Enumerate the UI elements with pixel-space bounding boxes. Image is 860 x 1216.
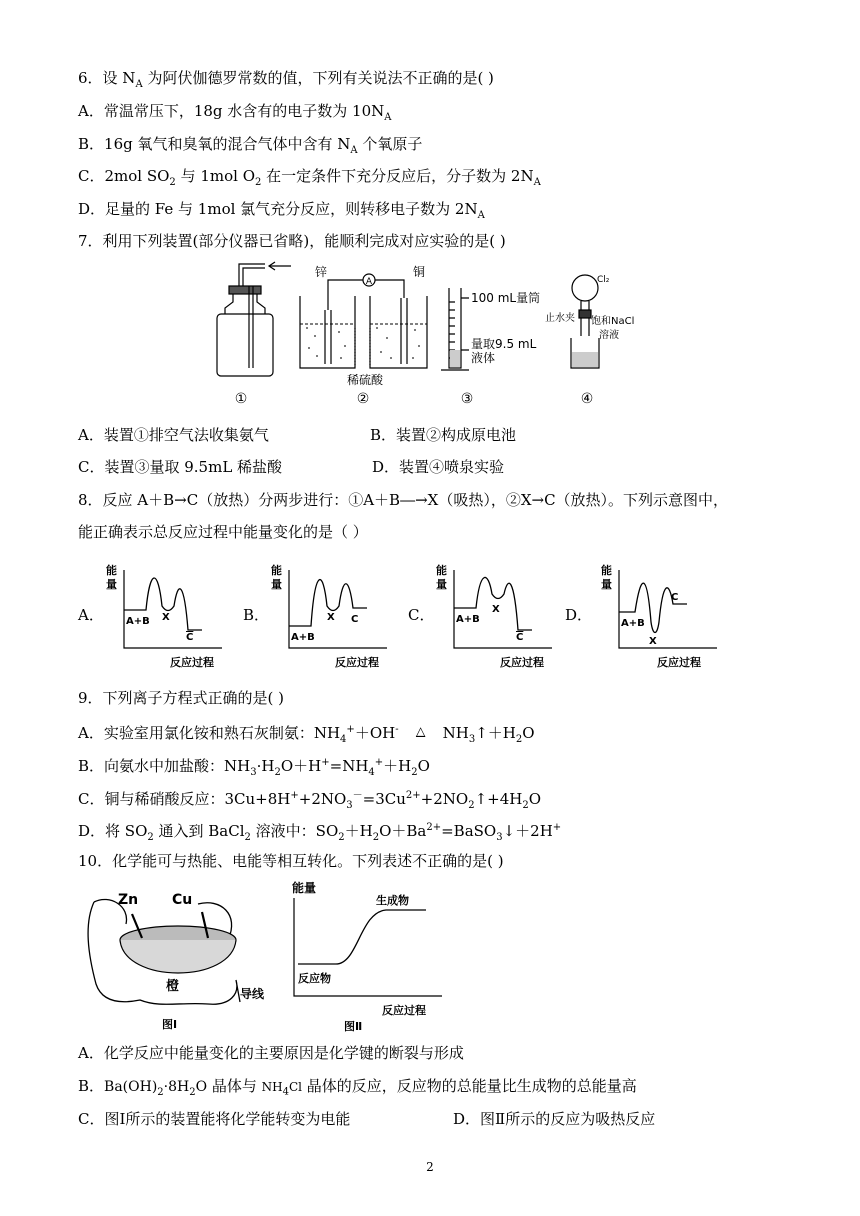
- y-label-2: 量: [271, 578, 282, 591]
- y-label-2: 量: [601, 578, 612, 591]
- y-label-2: 量: [106, 578, 117, 591]
- q8-diagram-a: [100, 560, 228, 672]
- intermediate-label: X: [327, 612, 335, 623]
- q7-apparatus-figure: [205, 258, 655, 410]
- x-label: 反应过程: [335, 656, 379, 669]
- cu-label: Cu: [172, 892, 193, 908]
- q10-option-d: D．图Ⅱ所示的反应为吸热反应: [453, 1110, 656, 1128]
- gas-collecting-bottle-icon: [217, 262, 291, 376]
- energy-axis-label: 能量: [292, 881, 317, 895]
- q10-stem: 10．化学能可与热能、电能等相互转化。下列表述不正确的是( ): [78, 852, 504, 870]
- label-apparatus-2: ②: [356, 391, 370, 407]
- cl2-label: Cl₂: [597, 275, 610, 285]
- product-label: C: [671, 592, 679, 603]
- q7-stem: 7．利用下列装置(部分仪器已省略)，能顺利完成对应实验的是( ): [78, 232, 506, 250]
- label-apparatus-1: ①: [234, 391, 248, 407]
- page-number: 2: [426, 1160, 434, 1174]
- q10-option-a: A．化学反应中能量变化的主要原因是化学键的断裂与形成: [78, 1044, 464, 1062]
- q7-option-b: B．装置②构成原电池: [370, 426, 517, 444]
- product-label: 生成物: [376, 894, 409, 907]
- q9-stem: 9．下列离子方程式正确的是( ): [78, 689, 285, 707]
- heat-condition: △: [415, 724, 426, 738]
- y-label-2: 量: [436, 578, 447, 591]
- y-label-1: 能: [436, 564, 447, 577]
- x-label: 反应过程: [500, 656, 544, 669]
- label-apparatus-4: ④: [580, 391, 594, 407]
- galvanic-cell-icon: [300, 274, 427, 368]
- q10-figure-2: [282, 880, 452, 1036]
- q10-option-b: B．$Ba(OH)_2\cdot 8H_2O$ 晶体与 $NH_4Cl$ 晶体的反应，反应物的总能量比生成物的总能量高: [78, 1077, 637, 1098]
- intermediate-label: X: [492, 604, 500, 615]
- q8-diagram-c: [430, 560, 558, 672]
- orange-half-icon: [120, 926, 236, 973]
- y-label-1: 能: [106, 564, 117, 577]
- q9-option-c: C．铜与稀硝酸反应：$3Cu+8H^++2NO_3^-=3Cu^{2+}+2NO_2↑+4H_2O$: [78, 790, 542, 811]
- q9-option-b: B．向氨水中加盐酸：$NH_3\cdot H_2O+H^+=NH_4^++H_2O$: [78, 757, 430, 778]
- product-label: C: [351, 614, 359, 625]
- q7-option-d: D．装置④喷泉实验: [372, 458, 505, 476]
- reactant-label: A+B: [291, 632, 315, 643]
- q10-figure-1: [80, 884, 270, 1034]
- reactant-label: A+B: [126, 616, 150, 627]
- cylinder-label: 100 mL量筒: [471, 291, 541, 305]
- y-label-1: 能: [271, 564, 282, 577]
- reactant-label: A+B: [456, 614, 480, 625]
- q9-option-d: D．将 $SO_2$ 通入到 BaCl$_2$ 溶液中：$SO_2+H_2O+Ba^{2+}=BaSO_3↓+2H^+$: [78, 822, 562, 843]
- q8-option-a-label: A．: [78, 606, 104, 624]
- zinc-label: 锌: [315, 265, 328, 279]
- wire-label: 导线: [240, 987, 265, 1001]
- product-label: C: [516, 632, 524, 643]
- q7-option-c: C．装置③量取 9.5mL 稀盐酸: [78, 458, 283, 476]
- copper-label: 铜: [413, 265, 426, 279]
- intermediate-label: X: [162, 612, 170, 623]
- ammeter-label: A: [365, 277, 373, 287]
- q7-option-a: A．装置①排空气法收集氨气: [78, 426, 269, 444]
- q6-option-b: B．16g 氧气和臭氧的混合气体中含有 $N_A$ 个氧原子: [78, 135, 423, 156]
- label-apparatus-3: ③: [460, 391, 474, 407]
- q8-stem-line1: 8．反应 A＋B→C（放热）分两步进行：①A＋B―→X（吸热），②X→C（放热）。下列示意图中，: [78, 491, 729, 509]
- q8-option-c-label: C．: [408, 606, 435, 624]
- q6-option-a: A．常温常压下，18g 水含有的电子数为 $10N_A$: [78, 102, 392, 123]
- q9-option-a: A．实验室用氯化铵和熟石灰制氨：$NH_4^++OH^-$ △ $NH_3↑+H_2O$: [78, 720, 535, 750]
- figure-1-caption: 图Ⅰ: [162, 1018, 178, 1031]
- zn-label: Zn: [118, 892, 139, 908]
- x-label: 反应过程: [170, 656, 214, 669]
- q8-option-b-label: B．: [243, 606, 270, 624]
- liquid-label: 液体: [471, 351, 496, 365]
- q6-option-d: D．足量的 Fe 与 1mol 氯气充分反应，则转移电子数为 $2N_A$: [78, 200, 485, 221]
- q10-option-c: C．图Ⅰ所示的装置能将化学能转变为电能: [78, 1110, 351, 1128]
- figure-2-caption: 图Ⅱ: [344, 1020, 363, 1033]
- measure-label: 量取9.5 mL: [471, 337, 537, 351]
- reactant-label: 反应物: [298, 972, 331, 985]
- x-label: 反应过程: [657, 656, 701, 669]
- acid-label: 稀硫酸: [347, 373, 384, 387]
- q8-diagram-d: [595, 560, 723, 672]
- q8-diagram-b: [265, 560, 393, 672]
- y-label-1: 能: [601, 564, 612, 577]
- clip-label: 止水夹: [545, 313, 575, 324]
- orange-label: 橙: [166, 979, 180, 994]
- q8-option-d-label: D．: [565, 606, 593, 624]
- q6-option-c: C．2mol $SO_2$ 与 1mol $O_2$ 在一定条件下充分反应后，分子数为 $2N_A$: [78, 167, 541, 188]
- q8-stem-line2: 能正确表示总反应过程中能量变化的是（ ）: [78, 523, 368, 541]
- process-axis-label: 反应过程: [382, 1004, 426, 1017]
- nacl-label: 饱和NaCl: [591, 316, 635, 327]
- solution-label: 溶液: [599, 330, 619, 341]
- product-label: C: [186, 632, 194, 643]
- reactant-label: A+B: [621, 618, 645, 629]
- intermediate-label: X: [649, 636, 657, 647]
- q6-stem: 6．设 $N_A$ 为阿伏伽德罗常数的值，下列有关说法不正确的是( ): [78, 69, 494, 90]
